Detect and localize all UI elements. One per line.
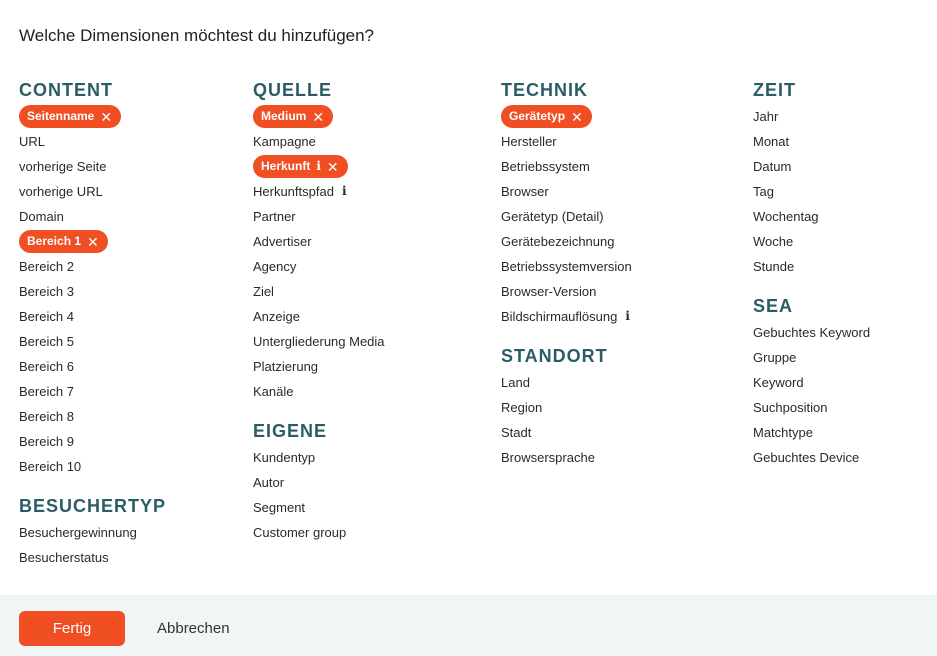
cancel-button[interactable]: Abbrechen xyxy=(157,611,230,646)
option-wrapper xyxy=(253,354,318,379)
option-label: Autor xyxy=(253,475,285,490)
option-wrapper xyxy=(253,379,293,404)
option-label: Woche xyxy=(753,234,794,249)
option-label: Partner xyxy=(253,209,296,224)
dimension-option-hersteller[interactable] xyxy=(501,129,632,154)
remove-icon[interactable]: ✕ xyxy=(312,108,325,125)
option-label: Browser-Version xyxy=(501,284,597,299)
option-label: Agency xyxy=(253,259,297,274)
dimension-option-autor[interactable] xyxy=(253,470,385,495)
option-wrapper xyxy=(253,445,315,470)
dimension-option-herkunftspfad[interactable] xyxy=(253,179,385,204)
option-wrapper xyxy=(753,370,804,395)
dimension-option-bereich-6[interactable] xyxy=(19,354,166,379)
option-label: Bereich 6 xyxy=(19,359,74,374)
dimension-option-bereich-8[interactable] xyxy=(19,404,166,429)
dimension-option-bereich-10[interactable] xyxy=(19,454,166,479)
option-label: Matchtype xyxy=(753,425,813,440)
section-technik xyxy=(501,79,632,329)
section-heading: STANDORT xyxy=(501,346,608,366)
option-wrapper xyxy=(753,104,778,129)
option-wrapper xyxy=(19,429,74,454)
dimension-option-bereich-3[interactable] xyxy=(19,279,166,304)
option-label: Bereich 2 xyxy=(19,259,74,274)
option-label: Browsersprache xyxy=(501,450,595,465)
option-wrapper xyxy=(501,395,542,420)
option-wrapper xyxy=(753,179,774,204)
option-wrapper xyxy=(19,454,81,479)
option-label: Kundentyp xyxy=(253,450,316,465)
option-wrapper xyxy=(19,179,103,204)
option-wrapper xyxy=(253,254,296,279)
option-label: Herkunft xyxy=(261,159,311,173)
option-wrapper xyxy=(19,379,74,404)
option-wrapper xyxy=(501,129,557,154)
option-wrapper xyxy=(253,129,316,154)
option-label: Gebuchtes Device xyxy=(753,450,860,465)
option-wrapper xyxy=(753,395,827,420)
dimension-option-datum[interactable] xyxy=(753,154,870,179)
section-quelle xyxy=(253,79,385,404)
option-wrapper xyxy=(253,179,347,204)
dimension-option-bereich-5[interactable] xyxy=(19,329,166,354)
dimension-option-browser-version[interactable] xyxy=(501,279,632,304)
dimension-option-geraetetyp[interactable] xyxy=(501,104,632,129)
dimension-option-customer-group[interactable] xyxy=(253,520,385,545)
section-heading: SEA xyxy=(753,296,794,316)
option-wrapper xyxy=(501,304,630,329)
option-label: Betriebssystem xyxy=(501,159,590,174)
option-label: Besuchergewinnung xyxy=(19,525,137,540)
option-wrapper xyxy=(753,345,796,370)
option-label: Jahr xyxy=(753,109,779,124)
option-wrapper xyxy=(19,329,74,354)
dimension-option-bereich-9[interactable] xyxy=(19,429,166,454)
dimension-option-region[interactable] xyxy=(501,395,632,420)
dimension-option-vorherige-url[interactable] xyxy=(19,179,166,204)
option-wrapper xyxy=(753,254,794,279)
option-label: Tag xyxy=(753,184,774,199)
option-wrapper xyxy=(19,520,137,545)
option-label: URL xyxy=(19,134,46,149)
section-heading: BESUCHERTYP xyxy=(19,496,167,516)
dialog-footer xyxy=(0,595,937,656)
dimension-option-seitenname[interactable] xyxy=(19,104,166,129)
section-sea xyxy=(753,295,870,470)
dimension-option-ziel[interactable] xyxy=(253,279,385,304)
dimension-option-geraetetyp-detail[interactable] xyxy=(501,204,632,229)
dimension-option-kanaele[interactable] xyxy=(253,379,385,404)
dimension-option-stadt[interactable] xyxy=(501,420,632,445)
dimension-option-untergliederung-media[interactable] xyxy=(253,329,385,354)
option-label: Besucherstatus xyxy=(19,550,109,565)
option-wrapper xyxy=(501,179,549,204)
remove-icon[interactable]: ✕ xyxy=(87,233,99,250)
option-label: Bereich 1 xyxy=(27,234,82,248)
option-wrapper xyxy=(501,279,596,304)
option-label: Hersteller xyxy=(501,134,557,149)
dimension-option-wochentag[interactable] xyxy=(753,204,870,229)
section-heading: ZEIT xyxy=(753,80,796,100)
option-wrapper xyxy=(253,329,385,354)
dimension-option-gruppe[interactable] xyxy=(753,345,870,370)
dimension-option-bereich-4[interactable] xyxy=(19,304,166,329)
option-label: Stadt xyxy=(501,425,532,440)
dimension-option-herkunft[interactable] xyxy=(253,154,385,179)
option-label: Anzeige xyxy=(253,309,300,324)
option-label: Bereich 8 xyxy=(19,409,74,424)
dimension-option-browsersprache[interactable] xyxy=(501,445,632,470)
option-wrapper xyxy=(253,204,296,229)
option-label: Bereich 7 xyxy=(19,384,74,399)
option-label: Bildschirmauflösung xyxy=(501,309,618,324)
section-heading: EIGENE xyxy=(253,421,328,441)
option-wrapper xyxy=(501,229,614,254)
dimension-option-kampagne[interactable] xyxy=(253,129,385,154)
option-wrapper xyxy=(753,445,859,470)
option-label: Gruppe xyxy=(753,350,797,365)
option-label: Bereich 4 xyxy=(19,309,74,324)
option-label: Monat xyxy=(753,134,790,149)
dimension-option-gebuchtes-device[interactable] xyxy=(753,445,870,470)
option-label: Bereich 3 xyxy=(19,284,74,299)
dimension-option-medium[interactable] xyxy=(253,104,385,129)
option-wrapper xyxy=(19,354,74,379)
option-label: Gerätetyp (Detail) xyxy=(501,209,604,224)
option-wrapper xyxy=(753,420,813,445)
dimension-option-bereich-2[interactable] xyxy=(19,254,166,279)
column-4 xyxy=(753,78,870,486)
dimension-option-browser[interactable] xyxy=(501,179,632,204)
section-heading: QUELLE xyxy=(253,80,333,100)
dimension-option-geraetebezeichnung[interactable] xyxy=(501,229,632,254)
option-label: vorherige URL xyxy=(19,184,103,199)
option-label: vorherige Seite xyxy=(19,159,107,174)
option-wrapper xyxy=(19,154,106,179)
dialog-title: Welche Dimensionen möchtest du hinzufügen? xyxy=(19,26,375,45)
dimension-option-advertiser[interactable] xyxy=(253,229,385,254)
option-label: Medium xyxy=(261,109,307,123)
section-zeit xyxy=(753,79,870,279)
option-wrapper xyxy=(753,229,793,254)
dimension-option-bildschirmaufloesung[interactable] xyxy=(501,304,632,329)
option-wrapper xyxy=(753,154,791,179)
remove-icon[interactable]: ✕ xyxy=(100,108,113,125)
dimension-option-anzeige[interactable] xyxy=(253,304,385,329)
option-wrapper xyxy=(253,520,346,545)
option-label: Browser xyxy=(501,184,549,199)
option-wrapper xyxy=(19,129,45,154)
section-standort xyxy=(501,345,632,470)
option-label: Advertiser xyxy=(253,234,312,249)
option-label: Bereich 9 xyxy=(19,434,74,449)
option-wrapper xyxy=(501,445,595,470)
option-label: Stunde xyxy=(753,259,795,274)
option-wrapper xyxy=(19,545,109,570)
dimension-option-matchtype[interactable] xyxy=(753,420,870,445)
remove-icon[interactable]: ✕ xyxy=(326,158,339,175)
dimension-option-besuchergewinnung[interactable] xyxy=(19,520,166,545)
dimension-option-platzierung[interactable] xyxy=(253,354,385,379)
selected-chip[interactable] xyxy=(19,230,108,253)
option-wrapper xyxy=(19,304,74,329)
option-label: Domain xyxy=(19,209,64,224)
dimension-option-besucherstatus[interactable] xyxy=(19,545,166,570)
info-icon[interactable]: i xyxy=(625,309,630,323)
dimension-option-segment[interactable] xyxy=(253,495,385,520)
dimension-option-monat[interactable] xyxy=(753,129,870,154)
dimension-option-land[interactable] xyxy=(501,370,632,395)
option-label: Kanäle xyxy=(253,384,294,399)
option-label: Untergliederung Media xyxy=(253,334,385,349)
option-label: Region xyxy=(501,400,543,415)
option-wrapper xyxy=(501,204,604,229)
column-3 xyxy=(501,78,632,486)
option-label: Gerätebezeichnung xyxy=(501,234,615,249)
selected-chip[interactable] xyxy=(253,105,333,128)
option-label: Seitenname xyxy=(27,109,95,123)
done-button[interactable]: Fertig xyxy=(19,611,125,646)
dimension-option-bereich-7[interactable] xyxy=(19,379,166,404)
option-wrapper xyxy=(501,154,590,179)
dimension-option-gebuchtes-keyword[interactable] xyxy=(753,320,870,345)
option-wrapper xyxy=(753,129,789,154)
column-1 xyxy=(19,78,166,586)
option-label: Land xyxy=(501,375,530,390)
dimension-option-partner[interactable] xyxy=(253,204,385,229)
option-label: Bereich 5 xyxy=(19,334,74,349)
option-wrapper xyxy=(501,254,632,279)
info-icon[interactable]: i xyxy=(316,159,321,173)
option-wrapper xyxy=(501,370,530,395)
dimension-option-betriebssystem[interactable] xyxy=(501,154,632,179)
option-label: Herkunftspfad xyxy=(253,184,334,199)
option-label: Wochentag xyxy=(753,209,819,224)
info-icon[interactable]: i xyxy=(341,184,347,198)
dimension-option-tag[interactable] xyxy=(753,179,870,204)
option-wrapper xyxy=(253,279,274,304)
option-label: Datum xyxy=(753,159,792,174)
option-wrapper xyxy=(253,495,305,520)
selected-chip[interactable] xyxy=(501,105,592,128)
section-eigene xyxy=(253,420,385,545)
dimension-option-bereich-1[interactable] xyxy=(19,229,166,254)
dimension-option-stunde[interactable] xyxy=(753,254,870,279)
dimension-option-kundentyp[interactable] xyxy=(253,445,385,470)
option-label: Suchposition xyxy=(753,400,828,415)
option-wrapper xyxy=(19,254,74,279)
dimension-option-vorherige-seite[interactable] xyxy=(19,154,166,179)
option-wrapper xyxy=(253,470,284,495)
option-label: Bereich 10 xyxy=(19,459,82,474)
option-wrapper xyxy=(501,420,531,445)
option-wrapper xyxy=(19,204,64,229)
option-label: Gebuchtes Keyword xyxy=(753,325,871,340)
dimension-option-woche[interactable] xyxy=(753,229,870,254)
section-heading: TECHNIK xyxy=(501,80,588,100)
option-label: Gerätetyp xyxy=(509,109,566,123)
option-label: Ziel xyxy=(253,284,274,299)
remove-icon[interactable]: ✕ xyxy=(571,108,583,125)
option-label: Customer group xyxy=(253,525,347,540)
dimension-option-url[interactable] xyxy=(19,129,166,154)
dimension-option-suchposition[interactable] xyxy=(753,395,870,420)
section-heading: CONTENT xyxy=(19,80,113,100)
option-label: Keyword xyxy=(753,375,804,390)
dimension-option-keyword[interactable] xyxy=(753,370,870,395)
section-content xyxy=(19,79,166,479)
option-label: Platzierung xyxy=(253,359,319,374)
option-label: Betriebssystemversion xyxy=(501,259,632,274)
dimension-option-domain[interactable] xyxy=(19,204,166,229)
dimension-option-agency[interactable] xyxy=(253,254,385,279)
option-label: Kampagne xyxy=(253,134,316,149)
option-wrapper xyxy=(19,404,74,429)
section-besuchertyp xyxy=(19,495,166,570)
option-label: Segment xyxy=(253,500,306,515)
column-2 xyxy=(253,78,385,561)
option-wrapper xyxy=(19,279,74,304)
option-wrapper xyxy=(253,304,300,329)
selected-chip[interactable] xyxy=(253,155,348,178)
option-wrapper xyxy=(753,204,819,229)
selected-chip[interactable] xyxy=(19,105,121,128)
dimension-option-betriebssystemversion[interactable] xyxy=(501,254,632,279)
option-wrapper xyxy=(753,320,870,345)
dimension-option-jahr[interactable] xyxy=(753,104,870,129)
option-wrapper xyxy=(253,229,312,254)
